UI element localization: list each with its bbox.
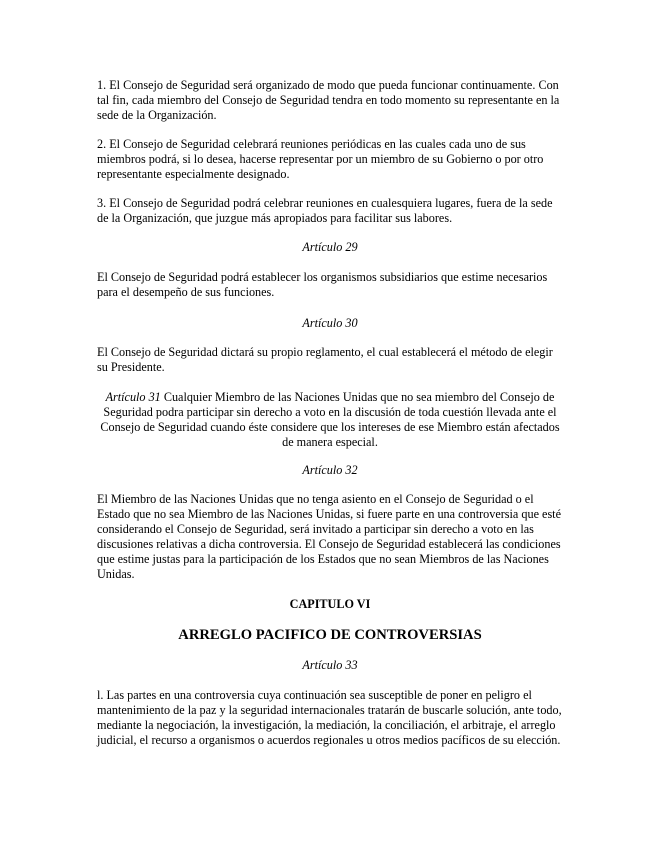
article-31-body: Cualquier Miembro de las Naciones Unidas que no sea miembro del Consejo de Seguridad podra participar sin derecho a voto en la discusión de toda cuestión llevada ante el Consejo de Seguridad cuando éste considere que los intereses de ese Miembro están afectados de manera especial. [100,390,560,449]
article-31-heading: Artículo 31 [105,390,161,404]
article-29-heading [97,240,563,255]
chapter-title-text: ARREGLO PACIFICO DE CONTROVERSIAS [178,627,482,643]
paragraph-2 [97,137,563,182]
article-32-body [97,492,563,582]
paragraph-1-text: 1. El Consejo de Seguridad será organizado de modo que pueda funcionar continuamente. Con tal fin, cada miembro del Consejo de Seguridad tendra en todo momento su representante en la sede de la Organización. [97,78,560,122]
article-32-body-text: El Miembro de las Naciones Unidas que no tenga asiento en el Consejo de Seguridad o el Estado que no sea Miembro de las Naciones Unidas, si fuere parte en una controversia que esté considerando el Consejo de Seguridad, será invitado a participar sin derecho a voto en las discusiones relativas a dicha controversia. El Consejo de Seguridad establecerá las condiciones que estime justas para la participación de los Estados que no sean Miembros de las Naciones Unidas. [97,492,561,581]
article-32-heading-text: Artículo 32 [302,463,358,477]
paragraph-2-text: 2. El Consejo de Seguridad celebrará reuniones periódicas en las cuales cada uno de sus miembros podrá, si lo desea, hacerse representar por un miembro de su Gobierno o por otro representante especialmente designado. [97,137,544,181]
article-33-heading [97,658,563,673]
article-30-body [97,345,563,375]
article-31-text [97,390,563,450]
article-30-heading-text: Artículo 30 [302,316,358,330]
article-30-body-text: El Consejo de Seguridad dictará su propio reglamento, el cual establecerá el método de elegir su Presidente. [97,345,553,374]
article-29-body-text: El Consejo de Seguridad podrá establecer los organismos subsidiarios que estime necesarios para el desempeño de sus funciones. [97,270,548,299]
article-33-body [97,688,563,748]
article-33-body-text: l. Las partes en una controversia cuya continuación sea susceptible de poner en peligro el mantenimiento de la paz y la seguridad internacionales tratarán de buscarle solución, ante todo, mediante la negociación, la investigación, la mediación, la conciliación, el arbitraje, el arreglo judicial, el recurso a organismos o acuerdos regionales u otros medios pacíficos de su elección. [97,688,562,747]
article-29-body [97,270,563,300]
paragraph-1 [97,78,563,123]
chapter-heading-text: CAPITULO VI [289,597,371,611]
chapter-heading [97,597,563,612]
paragraph-3 [97,196,563,226]
chapter-title [97,626,563,644]
article-31 [97,390,563,450]
paragraph-3-text: 3. El Consejo de Seguridad podrá celebrar reuniones en cualesquiera lugares, fuera de la sede de la Organización, que juzgue más apropiados para facilitar sus labores. [97,196,553,225]
article-32-heading [97,463,563,478]
article-33-heading-text: Artículo 33 [302,658,358,672]
article-29-heading-text: Artículo 29 [302,240,358,254]
article-30-heading [97,316,563,331]
